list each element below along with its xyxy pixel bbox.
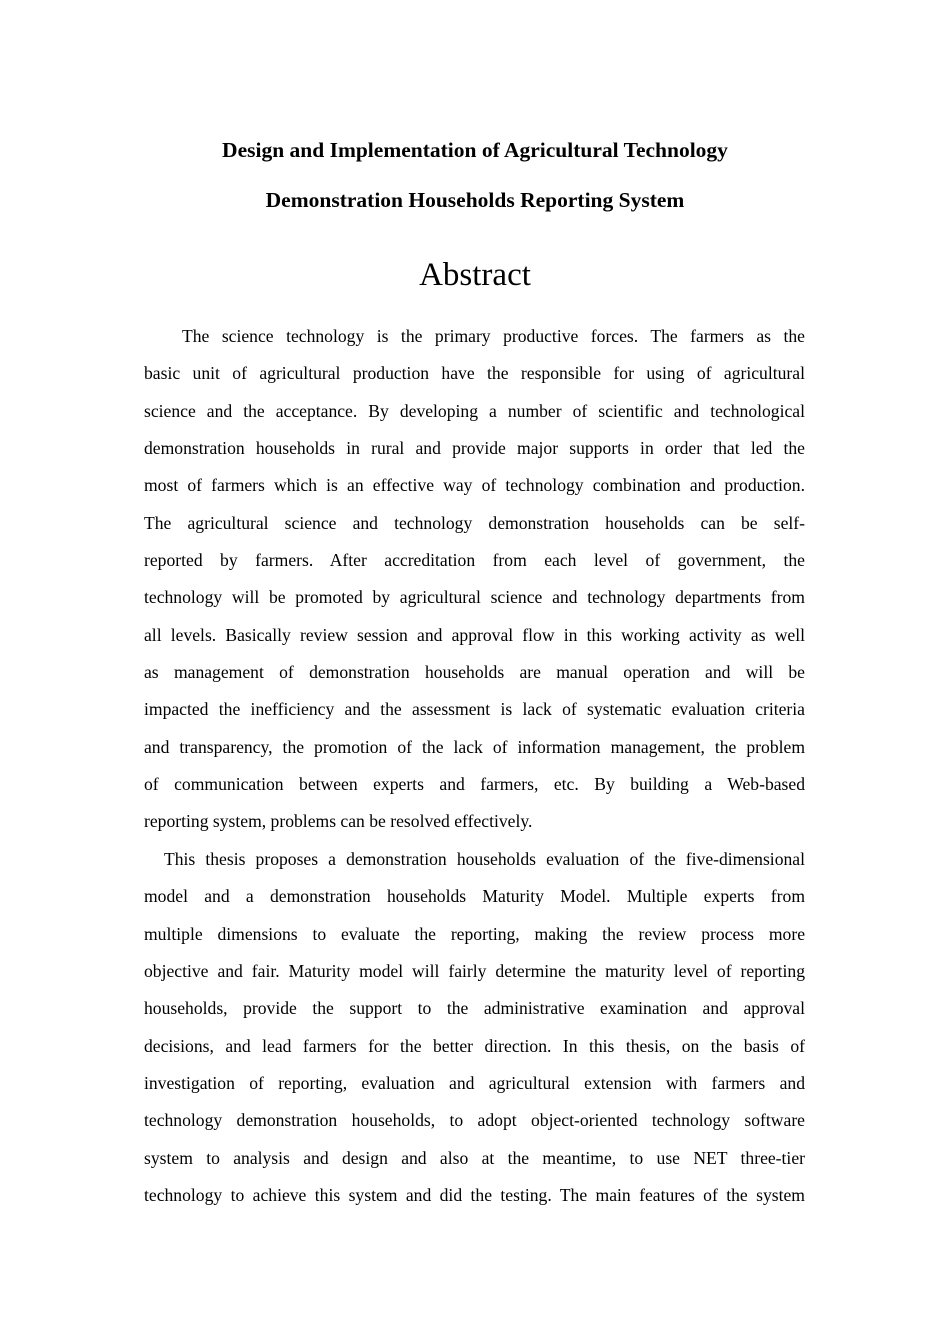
paragraph-line: multiple dimensions to evaluate the reporting, making the review process more [144,923,805,944]
paragraph-line: The agricultural science and technology demonstration households can be self- [144,512,805,533]
paragraph-line: investigation of reporting, evaluation and agricultural extension with farmers and [144,1072,805,1093]
paragraph-line: model and a demonstration households Maturity Model. Multiple experts from [144,886,805,907]
document-title-line-2: Demonstration Households Reporting System [265,188,685,212]
abstract-paragraph-2 [144,847,805,1220]
paragraph-line: basic unit of agricultural production have the responsible for using of agricultural [144,363,805,384]
paragraph-line: as management of demonstration households are manual operation and will be [144,662,805,683]
paragraph-line: decisions, and lead farmers for the better direction. In this thesis, on the basis of [144,1035,805,1056]
document-title-line-1: Design and Implementation of Agricultural Technology [222,138,728,162]
paragraph-line: reporting system, problems can be resolved effectively. [144,811,533,832]
paragraph-line: most of farmers which is an effective way of technology combination and production. [144,475,805,496]
paragraph-line: of communication between experts and farmers, etc. By building a Web-based [144,774,805,795]
abstract-paragraph-1 [144,324,805,847]
paragraph-line: technology demonstration households, to adopt object-oriented technology software [144,1110,805,1131]
paragraph-line: households, provide the support to the administrative examination and approval [144,998,805,1019]
paragraph-line: system to analysis and design and also at the meantime, to use NET three-tier [144,1147,805,1168]
paragraph-line: demonstration households in rural and provide major supports in order that led the [144,438,805,459]
paragraph-line: objective and fair. Maturity model will fairly determine the maturity level of reporting [144,960,805,981]
paragraph-line: This thesis proposes a demonstration households evaluation of the five-dimensional [164,848,805,869]
paragraph-line: all levels. Basically review session and approval flow in this working activity as well [144,624,805,645]
paragraph-line: technology will be promoted by agricultural science and technology departments from [144,587,805,608]
paragraph-line: technology to achieve this system and did the testing. The main features of the system [144,1184,805,1205]
paragraph-line: reported by farmers. After accreditation from each level of government, the [144,550,805,571]
paragraph-line: and transparency, the promotion of the lack of information management, the problem [144,736,805,757]
paragraph-line: science and the acceptance. By developing a number of scientific and technological [144,400,805,421]
abstract-body [144,324,805,1220]
paragraph-line: The science technology is the primary productive forces. The farmers as the [182,326,805,346]
section-heading-abstract: Abstract [419,257,531,293]
paragraph-line: impacted the inefficiency and the assessment is lack of systematic evaluation criteria [144,699,805,720]
